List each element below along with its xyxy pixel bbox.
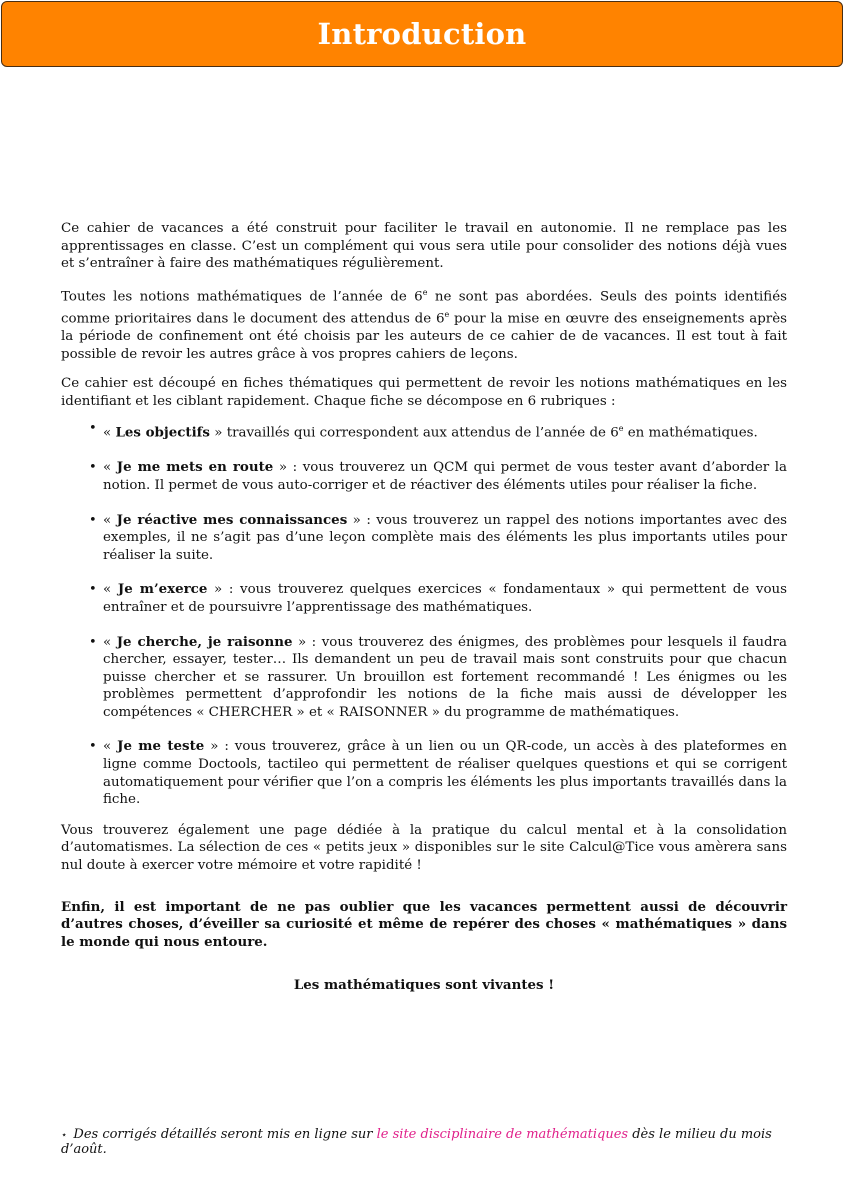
rubric-item: • « Je m’exerce » : vous trouverez quelques exercices « fondamentaux » qui permettent de vous entraîner et de poursuivre l’apprentissage des mathématiques.: [89, 581, 787, 615]
footnote-link[interactable]: le site disciplinaire de mathématiques: [376, 1127, 629, 1142]
rubric-item: • « Les objectifs » travaillés qui correspondent aux attendus de l’année de 6e en mathématiques.: [89, 421, 758, 441]
paragraph-calcul-mental: Vous trouverez également une page dédiée à la pratique du calcul mental et à la consolidation d’automatismes. La sélection de ces « petits jeux » disponibles sur le site Calcul@Tice vous amèrera sans nul doute à exercer votre mémoire et votre rapidité !: [61, 822, 787, 874]
rubric-description: : vous trouverez des énigmes, des problèmes pour lesquels il faudra chercher, essayer, tester… Ils demandent un peu de travail mais sont construits pour que chacun puisse chercher et se rassurer. Un brouillon est fortement recommandé ! Les énigmes ou les problèmes permettent d’approfondir les notions de la fiche mais aussi de développer les compétences « CHERCHER » et « RAISONNER » du programme de mathématiques.: [103, 634, 787, 720]
rubric-title: Je m’exerce: [117, 581, 208, 598]
bullet-icon: •: [89, 460, 97, 476]
rubric-description: travaillés qui correspondent aux attendus de l’année de 6: [222, 425, 619, 441]
bullet-icon: •: [89, 421, 97, 437]
paragraph-closing: Enfin, il est important de ne pas oublier que les vacances permettent aussi de découvrir d’autres choses, d’éveiller sa curiosité et même de repérer des choses « mathématiques » dans le monde qui nous entoure.: [61, 898, 787, 950]
intro-content: [61, 220, 787, 1007]
rubric-item: • « Je me teste » : vous trouverez, grâce à un lien ou un QR-code, un accès à des plateformes en ligne comme Doctools, tactileo qui permettent de réaliser quelques questions et qui se corrigent automatiquement pour vérifier que l’on a compris les éléments les plus importants travaillés dans la fiche.: [89, 738, 787, 808]
rubrics-list: [61, 420, 787, 809]
paragraph-notions: Toutes les notions mathématiques de l’année de 6e ne sont pas abordées. Seuls des points identifiés comme prioritaires dans le document des attendus de 6e pour la mise en œuvre des enseignements après la période de confinement ont été choisis par les auteurs de ce cahier de de vacances. Il est tout à fait possible de revoir les autres grâce à vos propres cahiers de leçons.: [61, 287, 787, 362]
rubric-title: Je cherche, je raisonne: [116, 633, 293, 650]
paragraph-motto: Les mathématiques sont vivantes !: [293, 977, 555, 994]
paragraph-structure: Ce cahier est découpé en fiches thématiques qui permettent de revoir les notions mathématiques en les identifiant et les ciblant rapidement. Chaque fiche se décompose en 6 rubriques :: [61, 376, 787, 409]
bullet-icon: •: [89, 739, 97, 755]
page-title: Introduction: [317, 17, 527, 51]
bullet-icon: •: [89, 512, 97, 528]
bullet-icon: •: [89, 582, 97, 598]
bullet-icon: •: [89, 634, 97, 650]
footnote: ⋆ Des corrigés détaillés seront mis en ligne sur le site disciplinaire de mathématiques dès le milieu du mois d’août.: [61, 1127, 772, 1157]
rubric-description: : vous trouverez un QCM qui permet de vous tester avant d’aborder la notion. Il permet de vous auto-corriger et de réactiver des éléments utiles pour réaliser la fiche.: [103, 460, 788, 493]
rubric-title: Je me teste: [117, 738, 205, 755]
rubric-item: • « Je me mets en route » : vous trouverez un QCM qui permet de vous tester avant d’aborder la notion. Il permet de vous auto-corriger et de réactiver des éléments utiles pour réaliser la fiche.: [89, 459, 788, 493]
paragraph-intro: Ce cahier de vacances a été construit pour faciliter le travail en autonomie. Il ne remplace pas les apprentissages en classe. C’est un complément qui vous sera utile pour consolider des notions déjà vues et s’entraîner à faire des mathématiques régulièrement.: [61, 221, 787, 272]
rubric-title: Les objectifs: [115, 424, 210, 441]
rubric-item: • « Je cherche, je raisonne » : vous trouverez des énigmes, des problèmes pour lesquels il faudra chercher, essayer, tester… Ils demandent un peu de travail mais sont construits pour que chacun puisse chercher et se rassurer. Un brouillon est fortement recommandé ! Les énigmes ou les problèmes permettent d’approfondir les notions de la fiche mais aussi de développer les compétences « CHERCHER » et « RAISONNER » du programme de mathématiques.: [89, 633, 787, 720]
star-icon: ⋆: [61, 1130, 68, 1141]
rubric-item: • « Je réactive mes connaissances » : vous trouverez un rappel des notions importantes avec des exemples, il ne s’agit pas d’une leçon complète mais des éléments les plus importants utiles pour réaliser la suite.: [89, 511, 788, 563]
rubric-description: : vous trouverez quelques exercices « fondamentaux » qui permettent de vous entraîner et de poursuivre l’apprentissage des mathématiques.: [103, 582, 787, 615]
rubric-description: : vous trouverez, grâce à un lien ou un QR-code, un accès à des plateformes en ligne comme Doctools, tactileo qui permettent de réaliser quelques questions et qui se corrigent automatiquement pour vérifier que l’on a compris les éléments les plus importants travaillés dans la fiche.: [103, 739, 787, 808]
title-banner: [1, 1, 843, 67]
rubric-title: Je réactive mes connaissances: [116, 511, 348, 528]
rubric-description: : vous trouverez un rappel des notions importantes avec des exemples, il ne s’agit pas d’une leçon complète mais des éléments les plus importants utiles pour réaliser la suite.: [103, 512, 788, 563]
rubric-title: Je me mets en route: [116, 459, 274, 476]
